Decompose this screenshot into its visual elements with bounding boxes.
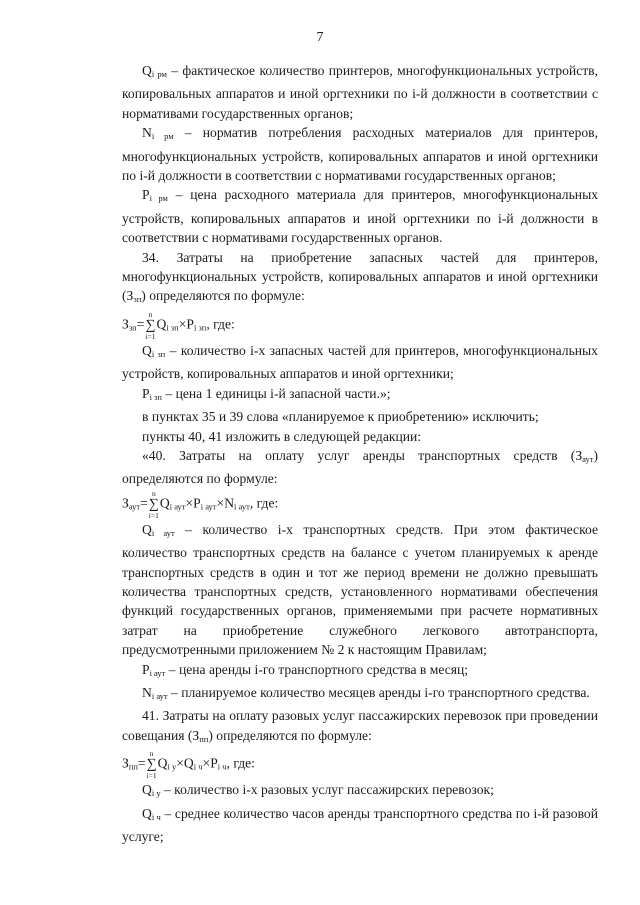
paragraph-34: 34. Затраты на приобретение запасных частей для принтеров, многофункциональных устройств, копировальных аппаратов и иной оргтехники $(З_{зп})$ определяются по формуле: [122, 249, 598, 305]
sum-symbol: n ∑ i=1 [146, 749, 157, 781]
amendment-35-39: в пунктах 35 и 39 слова «планируемое к приобретению» исключить; [142, 409, 539, 425]
definition-q-aut: $Q_{i аут}$ – количество i-х транспортных средств. При этом фактическое количество транспортных средств на балансе с учетом планируемых к аренде транспортных средств в один и тот же период времени не должно превышать количества транспортных средств, установленного нормативами обеспечения функций государственных органов, применяемыми при расчете нормативных затрат на приобретение служебного легкового автотранспорта, предусмотренными приложением № 2 к настоящим Правилам; [122, 521, 598, 658]
formula-passenger-transport: $З_{пп}=$ n ∑ i=1 $Q_{i у}\times Q_{i ч}\times P_{i ч}$, где: [122, 749, 255, 781]
page-number: 7 [316, 30, 324, 45]
definition-p-zp: $P_{i зп}$ – цена 1 единицы i-й запасной части.»; [142, 385, 391, 402]
paragraph-41: 41. Затраты на оплату разовых услуг пассажирских перевозок при проведении совещания $(З_{пп})$ определяются по формуле: [122, 708, 598, 744]
formula-vehicle-rent: $З_{аут}=$ n ∑ i=1 $Q_{i аут}\times P_{i аут}\times N_{i аут}$, где: [122, 488, 279, 520]
definition-n-aut: $N_{i аут}$ – планируемое количество месяцев аренды i-го транспортного средства. [142, 684, 590, 701]
sum-symbol: n ∑ i=1 [145, 309, 156, 341]
sum-symbol: n ∑ i=1 [148, 488, 159, 520]
definition-q-ich: $Q_{i ч}$ – среднее количество часов аренды транспортного средства по i-й разовой услуге; [122, 805, 598, 844]
definition-n-rm: $N_{i рм}$ – норматив потребления расходных материалов для принтеров, многофункциональных устройств, копировальных аппаратов и иной оргтехники по i-й должности в соответствии с нормативами государственных органов; [122, 125, 599, 184]
paragraph-40: «40. Затраты на оплату услуг аренды транспортных средств $(З_{аут})$ определяются по формуле: [122, 447, 598, 487]
definition-p-rm: $P_{i рм}$ – цена расходного материала для принтеров, многофункциональных устройств, копировальных аппаратов и иной оргтехники по i-й должности в соответствии с нормативами государственных органов. [122, 187, 598, 246]
document-body [122, 61, 598, 846]
amendment-40-41: пункты 40, 41 изложить в следующей редакции: [142, 428, 422, 444]
definition-q-iy: $Q_{i у}$ – количество i-х разовых услуг пассажирских перевозок; [142, 782, 494, 799]
formula-spare-parts: $З_{зп}=$ n ∑ i=1 $Q_{i зп}\times P_{i зп}$, где: [122, 309, 235, 341]
definition-q-rm: $Q_{i рм}$ – фактическое количество принтеров, многофункциональных устройств, копировальных аппаратов и иной оргтехники по i-й должности в соответствии с нормативами государственных органов; [122, 63, 598, 121]
definition-q-zp: $Q_{i зп}$ – количество i-х запасных частей для принтеров, многофункциональных устройств, копировальных аппаратов и иной оргтехники; [122, 342, 598, 382]
definition-p-aut: $P_{i аут}$ – цена аренды i-го транспортного средства в месяц; [142, 661, 469, 678]
